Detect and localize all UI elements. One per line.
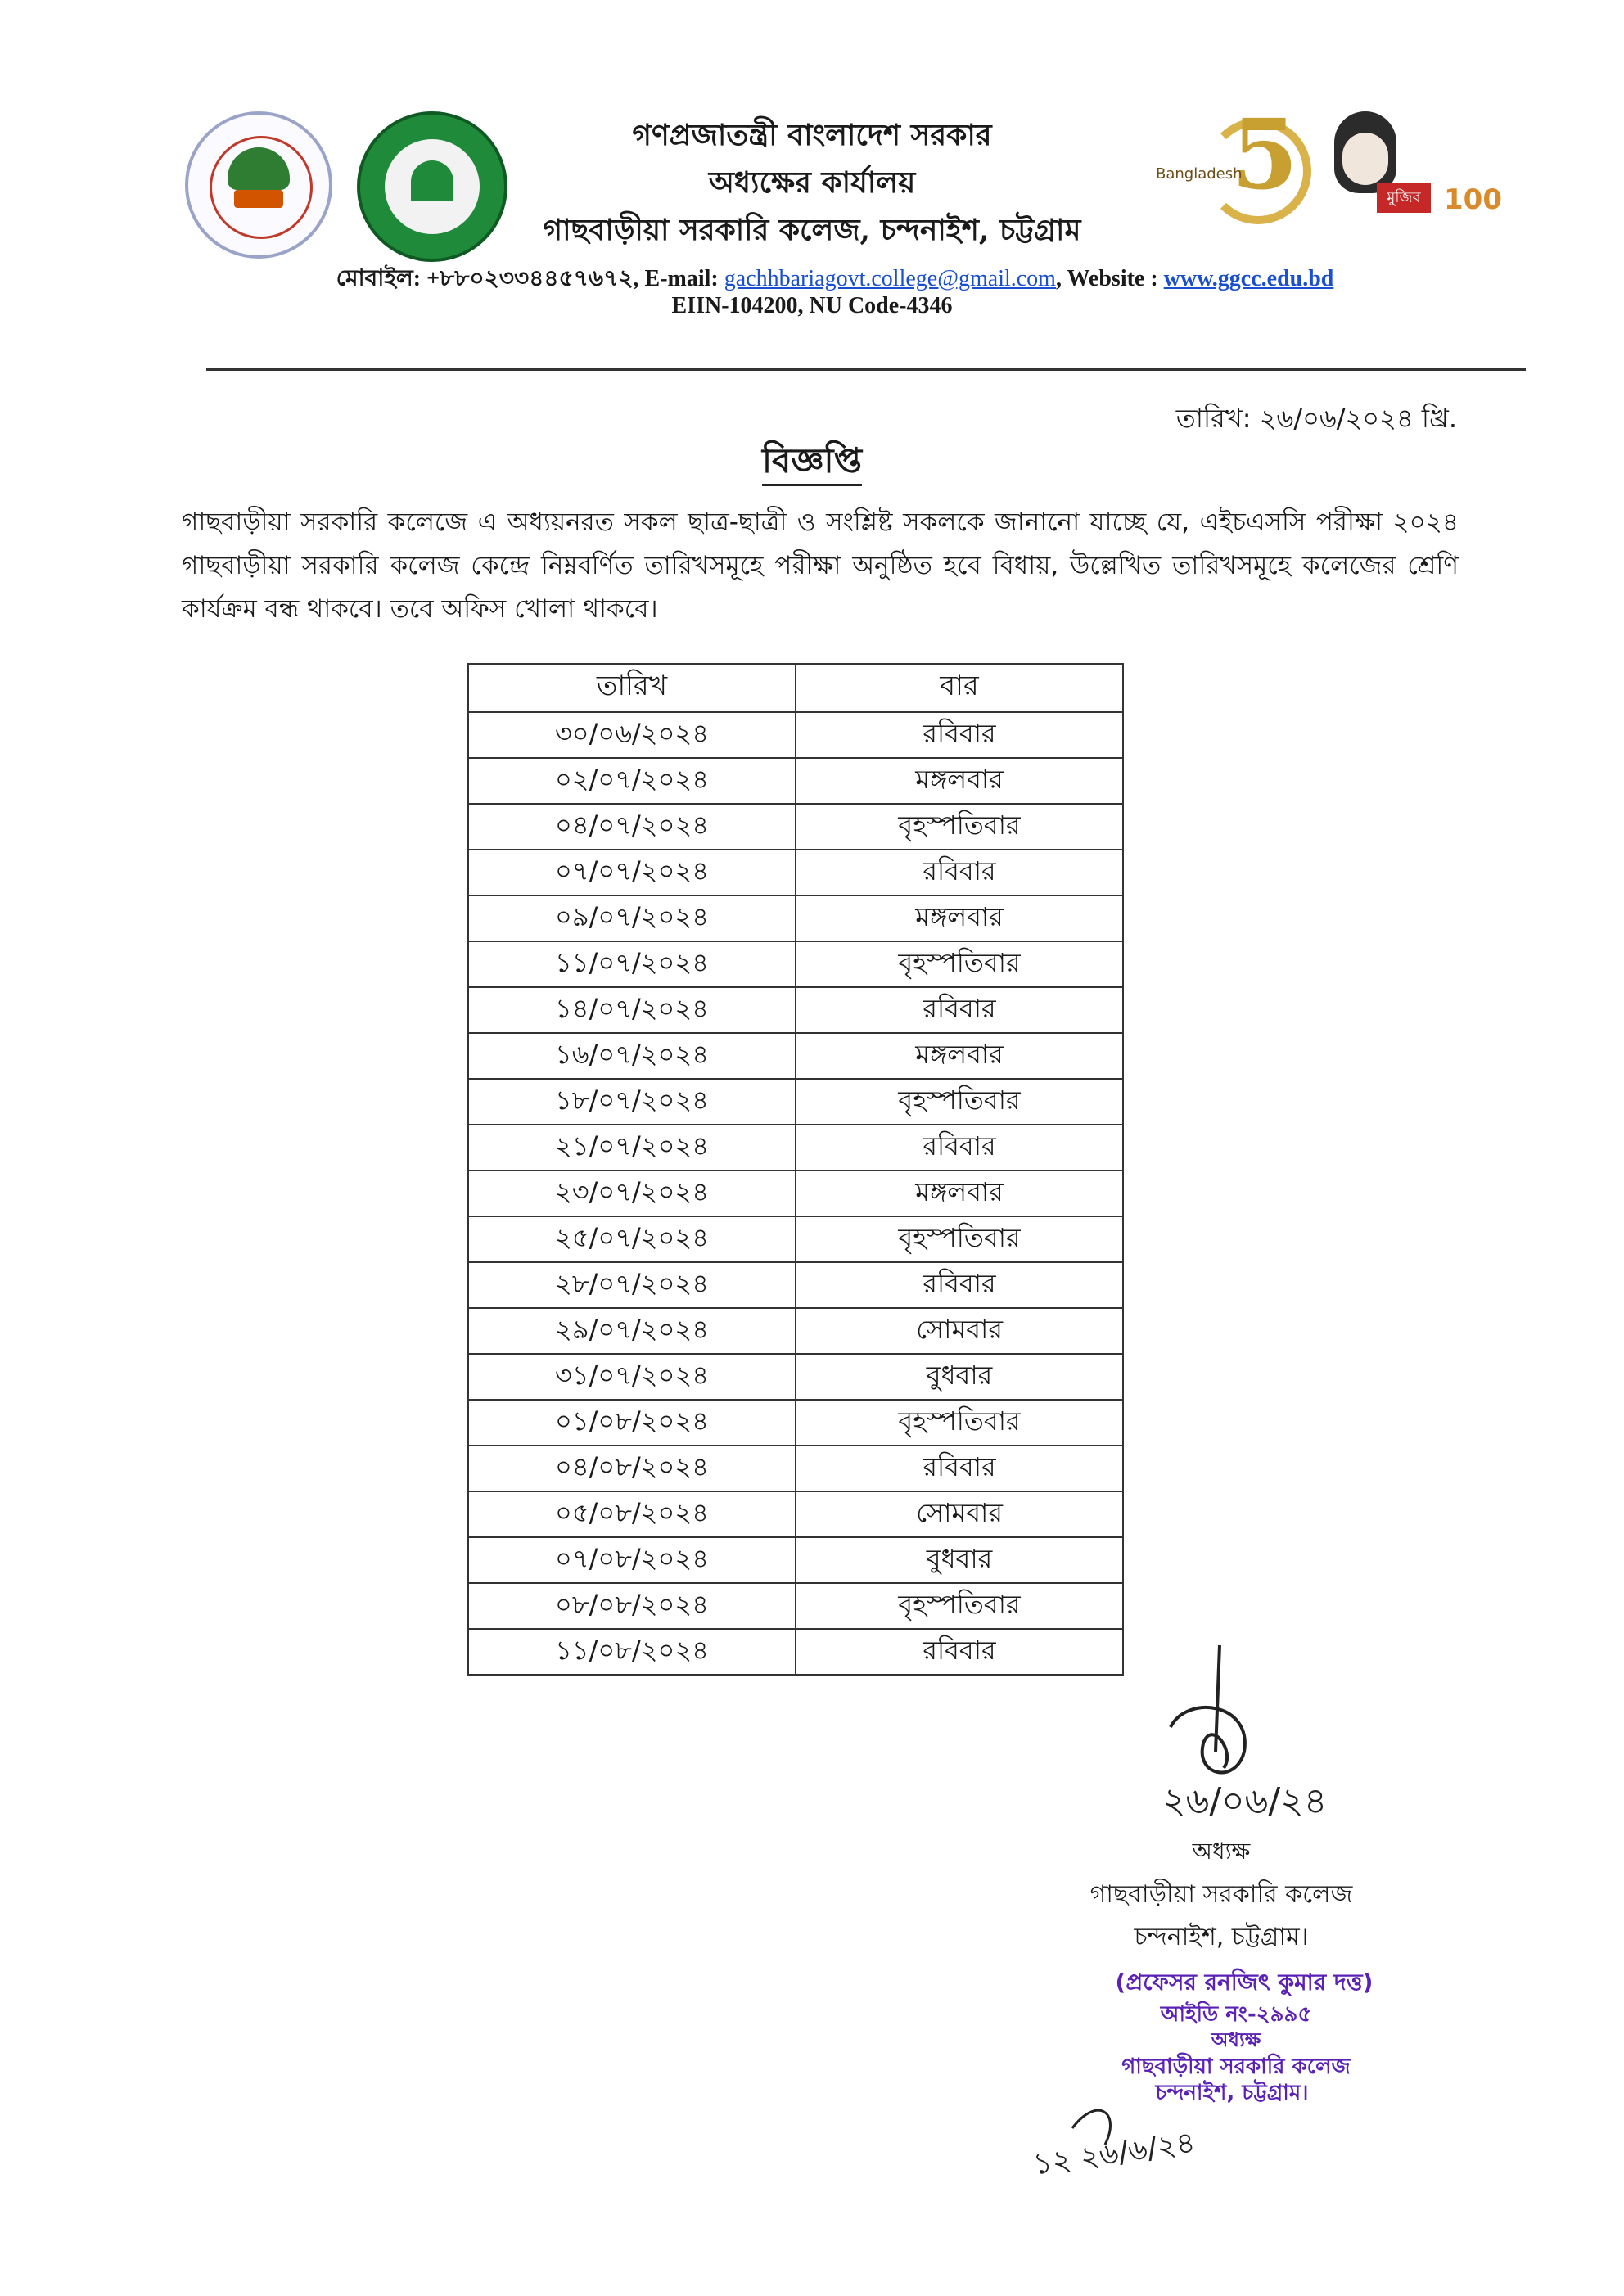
email-link[interactable]: gachhbariagovt.college@gmail.com <box>724 266 1056 291</box>
cell-date: ১৮/০৭/২০২৪ <box>468 1079 796 1125</box>
stamp-name: (প্রফেসর রনজিৎ কুমার দত্ত) <box>1115 1969 1374 1996</box>
office-title: অধ্যক্ষের কার্যালয় <box>708 165 916 200</box>
cell-date: ০৮/০৮/২০২৪ <box>468 1583 796 1629</box>
cell-date: ১১/০৮/২০২৪ <box>468 1629 796 1675</box>
cell-day: বুধবার <box>796 1354 1123 1400</box>
table-row <box>468 1446 1123 1491</box>
header-day: বার <box>796 664 1123 712</box>
table-row <box>468 1216 1123 1262</box>
institution-codes: EIIN-104200, NU Code-4346 <box>671 293 953 318</box>
table-row <box>468 895 1123 941</box>
table-row <box>468 1537 1123 1583</box>
table-row <box>468 850 1123 895</box>
table-row <box>468 1583 1123 1629</box>
cell-day: মঙ্গলবার <box>796 758 1123 804</box>
table-row <box>468 1354 1123 1400</box>
email-label: E-mail: <box>644 266 719 291</box>
stamp-location: চন্দনাইশ, চট্টগ্রাম। <box>1155 2081 1309 2105</box>
stamp-role: অধ্যক্ষ <box>1211 2028 1261 2051</box>
stamp-college: গাছবাড়ীয়া সরকারি কলেজ <box>1121 2055 1351 2079</box>
mujib-100-icon: মুজিব 100 <box>1329 105 1493 219</box>
schedule-body <box>468 712 1123 1675</box>
mujib-100-text: 100 <box>1444 183 1502 216</box>
cell-day: বৃহস্পতিবার <box>796 804 1123 850</box>
cell-day: সোমবার <box>796 1491 1123 1537</box>
header-divider <box>206 368 1526 371</box>
cell-date: ১৬/০৭/২০২৪ <box>468 1033 796 1079</box>
cell-day: বৃহস্পতিবার <box>796 941 1123 987</box>
countersign-icon <box>1023 2095 1236 2185</box>
cell-day: মঙ্গলবার <box>796 1171 1123 1216</box>
cell-day: রবিবার <box>796 712 1123 758</box>
principal-college: গাছবাড়ীয়া সরকারি কলেজ <box>1089 1880 1353 1909</box>
mobile-label: মোবাইল: <box>336 266 422 291</box>
notice-title-text: বিজ্ঞপ্তি <box>762 440 862 486</box>
table-row <box>468 1491 1123 1537</box>
table-row <box>468 1125 1123 1171</box>
table-row <box>468 712 1123 758</box>
cell-day: মঙ্গলবার <box>796 895 1123 941</box>
cell-day: রবিবার <box>796 987 1123 1033</box>
table-row <box>468 758 1123 804</box>
cell-day: বুধবার <box>796 1537 1123 1583</box>
cell-day: বৃহস্পতিবার <box>796 1583 1123 1629</box>
cell-date: ২৯/০৭/২০২৪ <box>468 1308 796 1354</box>
cell-day: রবিবার <box>796 1125 1123 1171</box>
cell-date: ০১/০৮/২০২৪ <box>468 1400 796 1446</box>
cell-date: ০২/০৭/২০২৪ <box>468 758 796 804</box>
mobile-number: +৮৮০২৩৩৪৪৫৭৬৭২, <box>426 266 639 291</box>
table-row <box>468 1400 1123 1446</box>
notice-body: গাছবাড়ীয়া সরকারি কলেজে এ অধ্যয়নরত সকল ছাত্র-ছাত্রী ও সংশ্লিষ্ট সকলকে জানানো যাচ্ছে যে, এইচএসসি পরীক্ষা ২০২৪ গাছবাড়ীয়া সরকারি কলেজ কেন্দ্রে নিম্নবর্ণিত তারিখসমূহে পরীক্ষা অনুষ্ঠিত হবে বিধায়, উল্লেখিত তারিখসমূহে কলেজের শ্রেণি কার্যক্রম বন্ধ থাকবে। তবে অফিস খোলা থাকবে। <box>182 507 1459 624</box>
cell-date: ৩০/০৬/২০২৪ <box>468 712 796 758</box>
cell-day: বৃহস্পতিবার <box>796 1216 1123 1262</box>
cell-day: রবিবার <box>796 1446 1123 1491</box>
cell-date: ২৫/০৭/২০২৪ <box>468 1216 796 1262</box>
cell-date: ২৩/০৭/২০২৪ <box>468 1171 796 1216</box>
cell-date: ১৪/০৭/২০২৪ <box>468 987 796 1033</box>
table-row <box>468 1629 1123 1675</box>
cell-date: ০৭/০৮/২০২৪ <box>468 1537 796 1583</box>
cell-date: ২১/০৭/২০২৪ <box>468 1125 796 1171</box>
table-row <box>468 804 1123 850</box>
bangladesh-50-icon: 5 Bangladesh <box>1156 101 1328 223</box>
website-link[interactable]: www.ggcc.edu.bd <box>1163 266 1334 291</box>
cell-day: বৃহস্পতিবার <box>796 1079 1123 1125</box>
table-row <box>468 1308 1123 1354</box>
signature-date: ২৬/০৬/২৪ <box>1162 1780 1328 1822</box>
cell-date: ০৪/০৭/২০২৪ <box>468 804 796 850</box>
cell-day: সোমবার <box>796 1308 1123 1354</box>
exam-schedule-table <box>467 663 1124 1676</box>
principal-location: চন্দনাইশ, চট্টগ্রাম। <box>1134 1923 1309 1951</box>
website-label: , Website : <box>1055 266 1158 291</box>
principal-title: অধ্যক্ষ <box>1192 1838 1251 1865</box>
table-row <box>468 1262 1123 1308</box>
cell-day: রবিবার <box>796 1629 1123 1675</box>
cell-date: ০৭/০৭/২০২৪ <box>468 850 796 895</box>
table-row <box>468 1033 1123 1079</box>
cell-date: ০৯/০৭/২০২৪ <box>468 895 796 941</box>
notice-title <box>0 434 1624 492</box>
notice-date: তারিখ: ২৬/০৬/২০২৪ খ্রি. <box>1175 403 1457 434</box>
cell-day: মঙ্গলবার <box>796 1033 1123 1079</box>
government-title: গণপ্রজাতন্ত্রী বাংলাদেশ সরকার <box>632 118 992 152</box>
cell-date: ১১/০৭/২০২৪ <box>468 941 796 987</box>
header-date: তারিখ <box>468 664 796 712</box>
cell-day: বৃহস্পতিবার <box>796 1400 1123 1446</box>
table-row <box>468 1171 1123 1216</box>
cell-date: ৩১/০৭/২০২৪ <box>468 1354 796 1400</box>
cell-day: রবিবার <box>796 850 1123 895</box>
cell-day: রবিবার <box>796 1262 1123 1308</box>
principal-signature-icon <box>1048 1629 1342 1834</box>
cell-date: ২৮/০৭/২০২৪ <box>468 1262 796 1308</box>
anniversary-text: Bangladesh <box>1156 165 1243 183</box>
table-row <box>468 987 1123 1033</box>
countersign-text: ১২ ২৬/৬/২৪ <box>1031 2126 1198 2182</box>
table-row <box>468 941 1123 987</box>
cell-date: ০৫/০৮/২০২৪ <box>468 1491 796 1537</box>
table-row <box>468 1079 1123 1125</box>
table-header-row <box>468 664 1123 712</box>
stamp-id: আইডি নং-২৯৯৫ <box>1160 2002 1312 2027</box>
college-title: গাছবাড়ীয়া সরকারি কলেজ, চন্দনাইশ, চট্টগ্রাম <box>543 213 1081 247</box>
cell-date: ০৪/০৮/২০২৪ <box>468 1446 796 1491</box>
